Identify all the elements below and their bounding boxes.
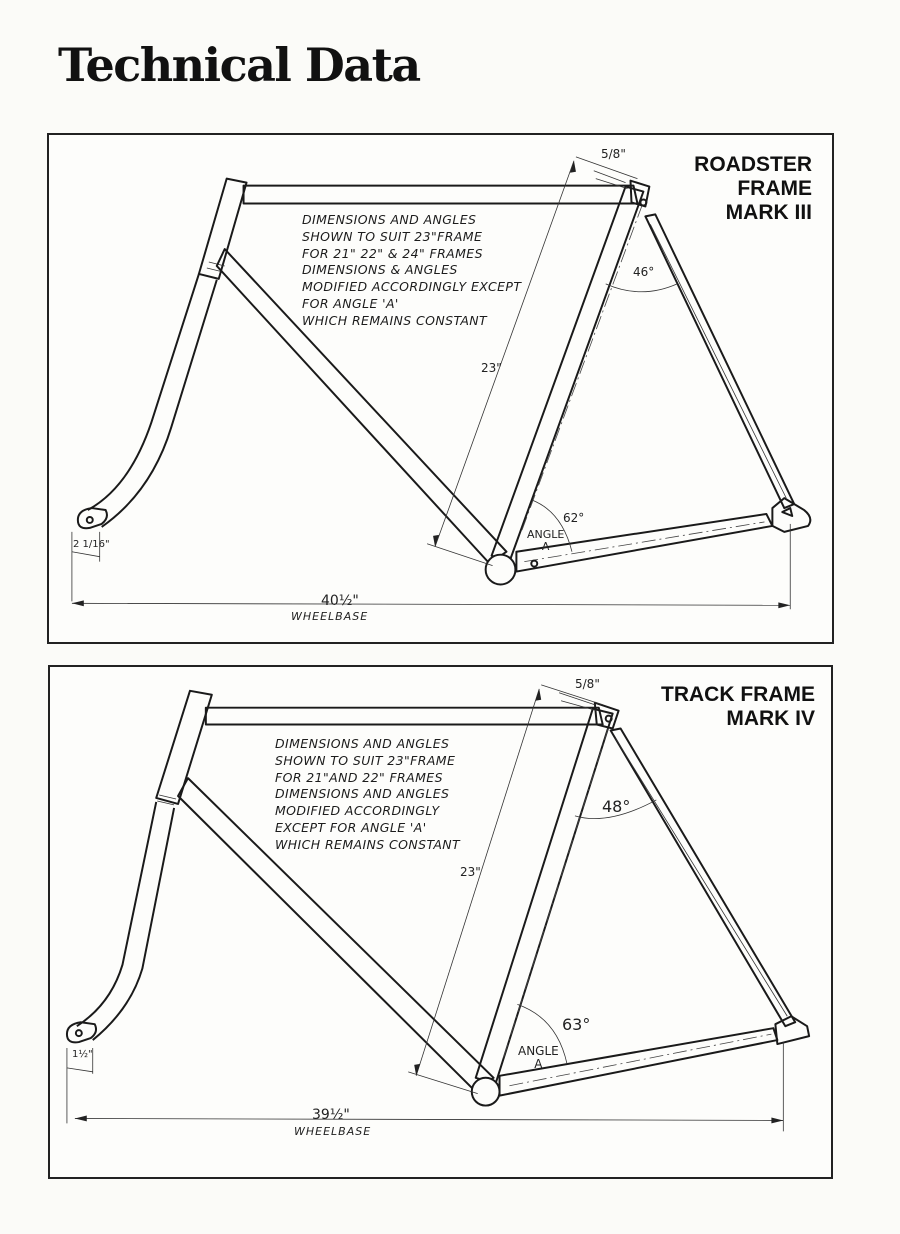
note-line: EXCEPT FOR ANGLE 'A' [275, 819, 427, 835]
angle-a-value: 62° [563, 511, 585, 525]
note-line: DIMENSIONS AND ANGLES [275, 786, 450, 802]
note-line: DIMENSIONS AND ANGLES [302, 212, 477, 227]
top-offset: 5/8" [575, 677, 600, 691]
fork [77, 802, 174, 1040]
frame-title-line: FRAME [737, 177, 812, 200]
note-line: DIMENSIONS AND ANGLES [275, 736, 450, 751]
wheelbase-value: 40½" [321, 593, 359, 609]
angle-a-label-line: A [534, 1057, 543, 1071]
top-tube [244, 186, 638, 204]
note-line: FOR 21"AND 22" FRAMES [275, 769, 443, 785]
top-tube [206, 708, 603, 725]
note-line: WHICH REMAINS CONSTANT [302, 312, 488, 328]
wheelbase-label: WHEELBASE [294, 1125, 372, 1138]
seat-tube-length: 23" [460, 865, 481, 879]
note-line: SHOWN TO SUIT 23"FRAME [275, 752, 456, 768]
roadster-frame-panel [47, 133, 834, 644]
page-title: Technical Data [58, 38, 420, 92]
angle-a-label-line: A [541, 540, 550, 553]
angle-a-label [518, 1045, 559, 1071]
angle-a-label-line: ANGLE [527, 528, 565, 541]
fork [88, 274, 217, 527]
track-frame-panel [48, 665, 833, 1179]
wheelbase-label: WHEELBASE [291, 610, 369, 623]
note-line: FOR 21" 22" & 24" FRAMES [302, 245, 483, 261]
frame-title-line: ROADSTER [694, 153, 812, 176]
seat-stay-angle: 48° [602, 797, 631, 816]
fork-offset: 1½" [72, 1049, 93, 1060]
note-line: FOR ANGLE 'A' [302, 295, 399, 311]
frame-title [694, 153, 812, 225]
dimension-note [275, 736, 460, 854]
note-line: MODIFIED ACCORDINGLY [275, 803, 440, 819]
frame-title [661, 683, 815, 731]
note-line: DIMENSIONS & ANGLES [302, 262, 458, 278]
bottom-bracket [486, 555, 516, 585]
angle-a-label-line: ANGLE [518, 1044, 559, 1058]
seat-stay-angle: 46° [633, 265, 655, 279]
frame-title-line: TRACK FRAME [661, 683, 815, 706]
seat-tube-length: 23" [481, 361, 502, 375]
seat-stays [611, 729, 796, 1027]
wheelbase-value: 39½" [312, 1107, 350, 1123]
seat-tube [476, 709, 613, 1084]
bottom-bracket [472, 1078, 500, 1106]
angle-a-label [527, 529, 564, 553]
note-line: MODIFIED ACCORDINGLY EXCEPT [302, 279, 522, 295]
angle-a-value: 63° [562, 1015, 591, 1034]
top-offset: 5/8" [601, 147, 626, 161]
frame-title-line: MARK III [725, 201, 812, 224]
note-line: WHICH REMAINS CONSTANT [275, 836, 461, 852]
fork-offset: 2 1/16" [73, 539, 110, 550]
note-line: SHOWN TO SUIT 23"FRAME [302, 228, 483, 244]
frame-title-line: MARK IV [726, 707, 815, 730]
dimension-note [302, 212, 521, 330]
rear-dropout [775, 1016, 809, 1044]
